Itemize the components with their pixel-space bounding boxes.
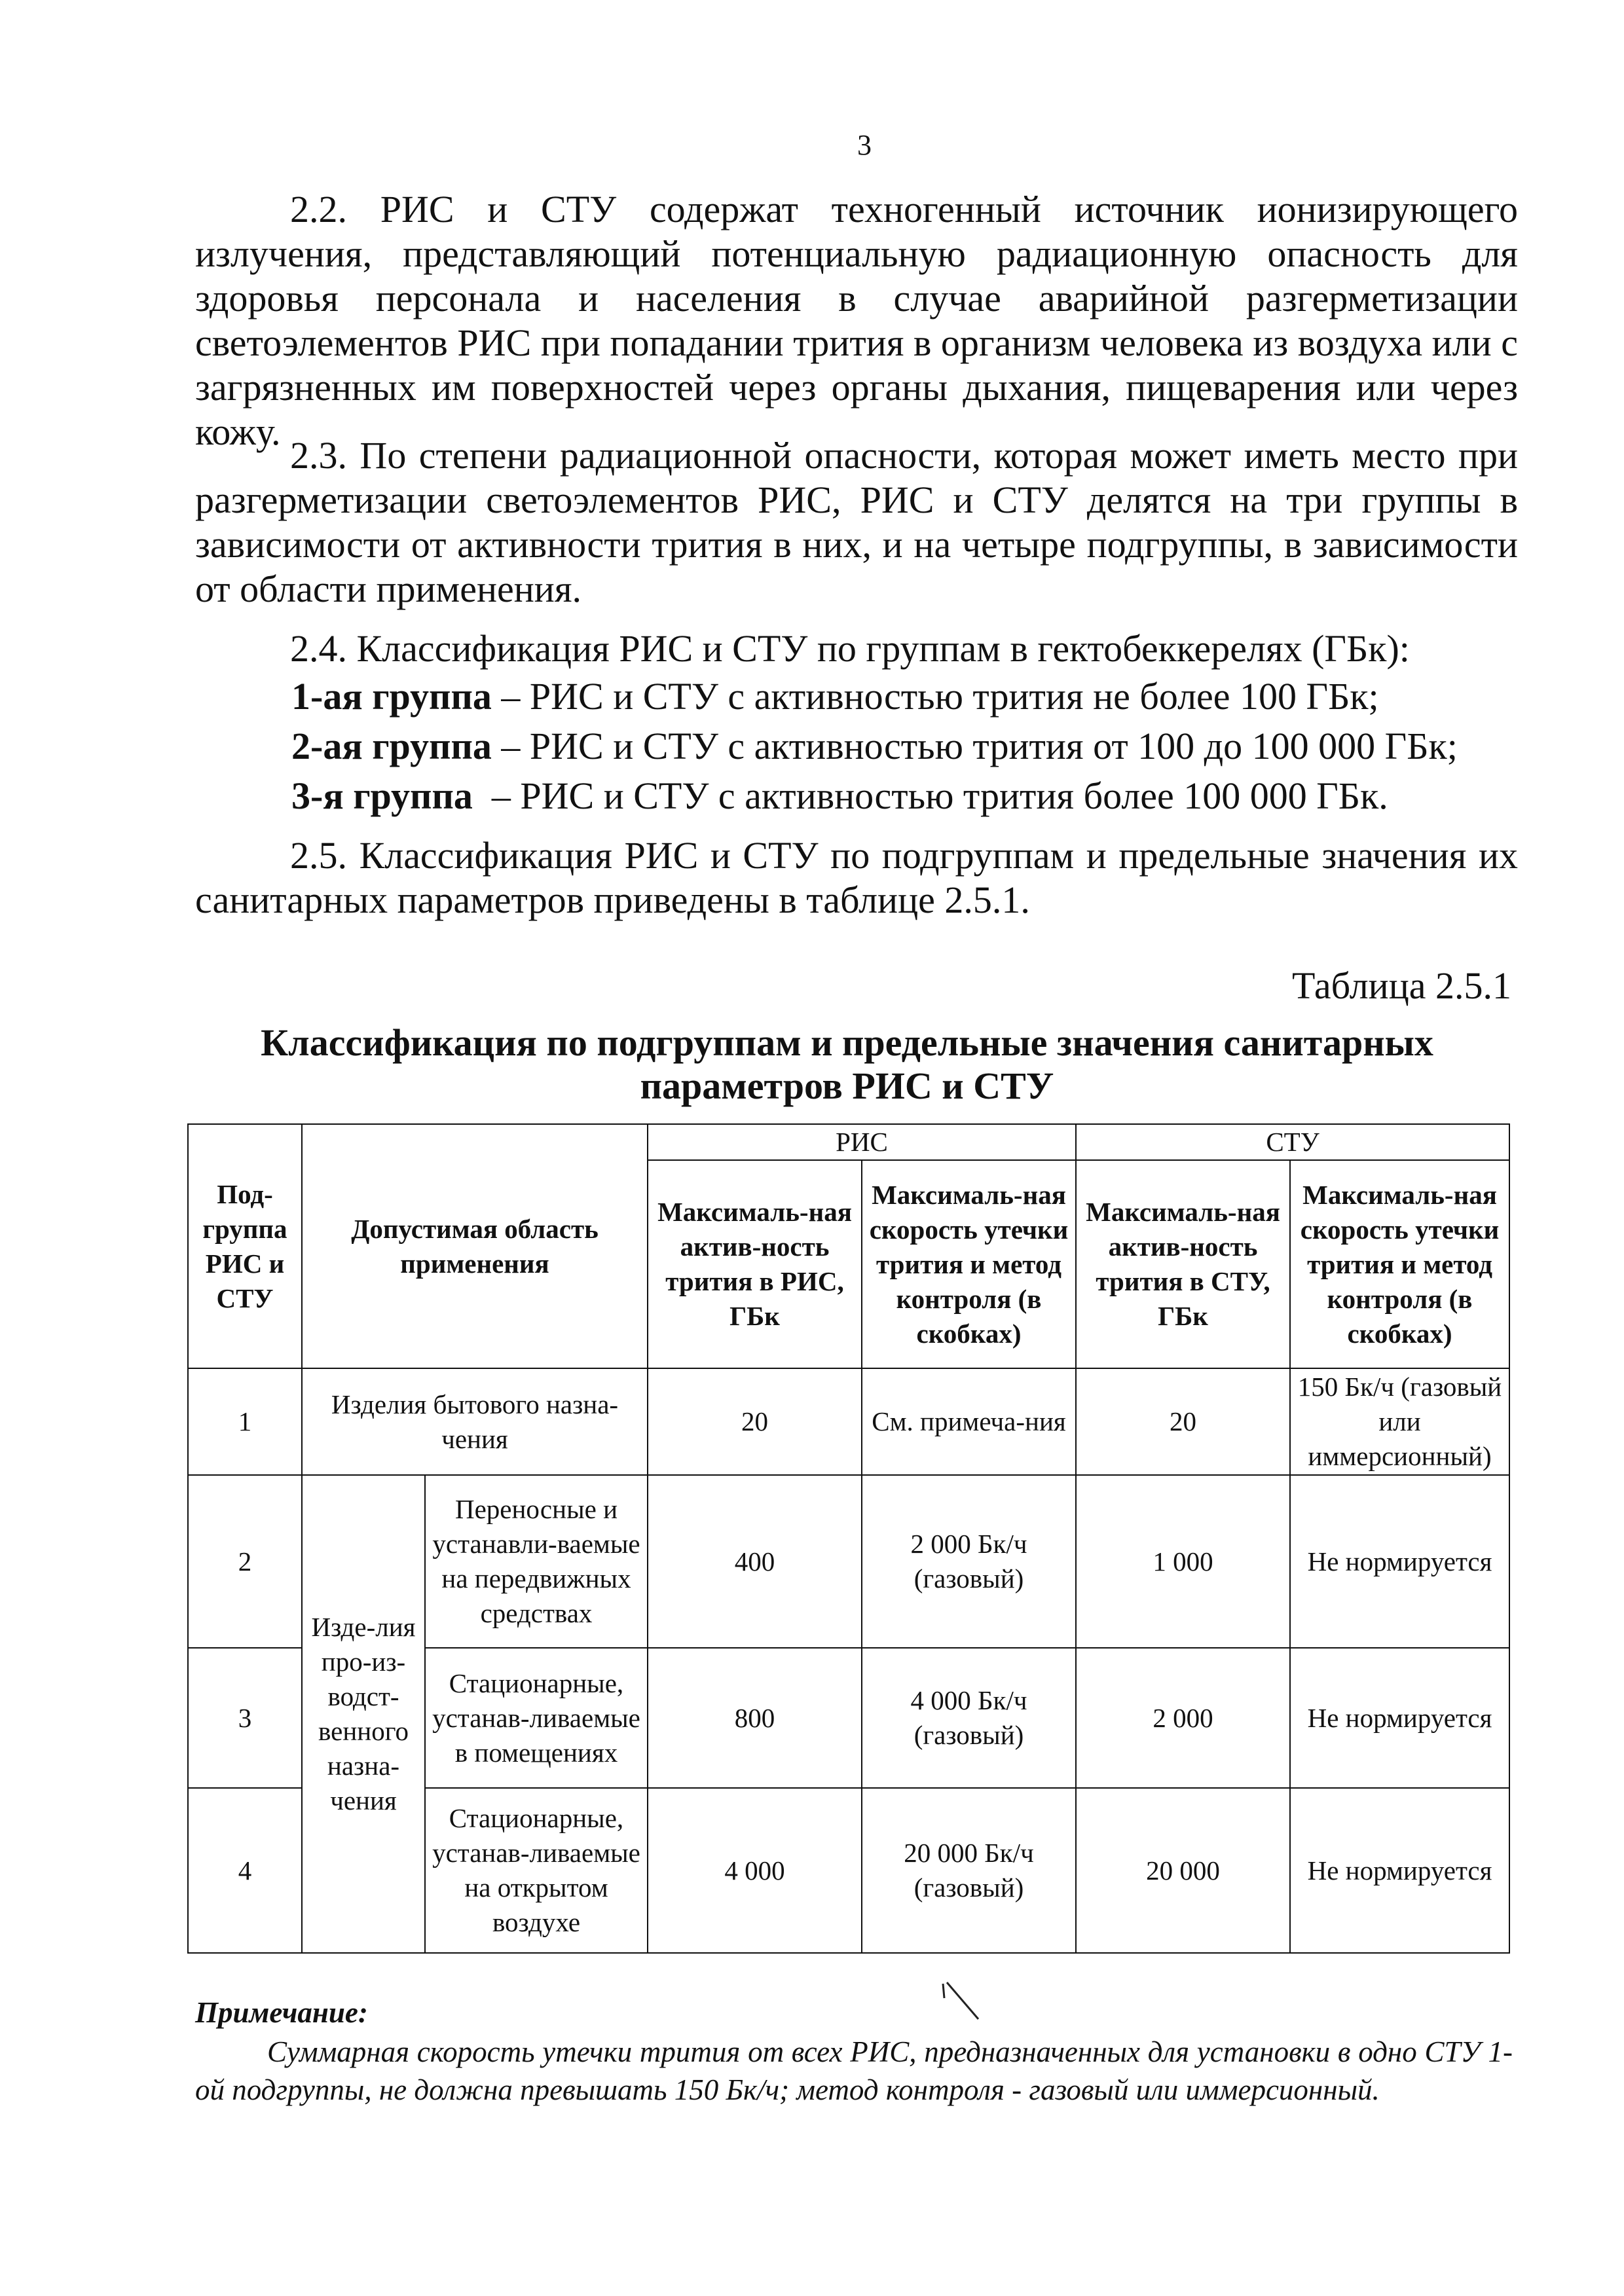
cell-ris-leak: См. примеча-ния [862,1368,1076,1475]
cell-stu-leak: 150 Бк/ч (газовый или иммерсионный) [1290,1368,1509,1475]
cell-stu-leak: Не нормируется [1290,1475,1509,1648]
cell-subgroup: 2 [188,1475,302,1648]
table-header-row [188,1124,1509,1160]
cell-ris-activity: 4 000 [648,1788,862,1953]
pen-mark-icon [938,1978,984,2024]
group-label: 3-я группа [291,774,473,817]
cell-area: Переносные и устанавли-ваемые на передвижных средствах [425,1475,648,1648]
cell-subgroup: 1 [188,1368,302,1475]
cell-stu-activity: 2 000 [1076,1648,1290,1788]
table-title: Классификация по подгруппам и предельные значения санитарных параметров РИС и СТУ [261,1021,1433,1107]
group-text: – РИС и СТУ с активностью трития более 100 000 ГБк. [472,774,1388,817]
cell-industrial-label: Изде-лия про-из-водст-венного назна-чения [302,1475,425,1953]
cell-ris-leak: 4 000 Бк/ч (газовый) [862,1648,1076,1788]
header-ris: РИС [648,1124,1076,1160]
paragraph-2-3: 2.3. По степени радиационной опасности, которая может иметь место при разгерметизации светоэлементов РИС, РИС и СТУ делятся на три группы в зависимости от активности трития в них, и на четыре подгруппы, в зависимости от области применения. [195,434,1518,610]
cell-stu-activity: 20 [1076,1368,1290,1475]
cell-ris-activity: 400 [648,1475,862,1648]
paragraph-2-5: 2.5. Классификация РИС и СТУ по подгруппам и предельные значения их санитарных параметров приведены в таблице 2.5.1. [195,834,1518,921]
header-stu-leak: Максималь-ная скорость утечки трития и метод контроля (в скобках) [1290,1160,1509,1368]
header-stu: СТУ [1076,1124,1509,1160]
cell-stu-activity: 1 000 [1076,1475,1290,1648]
note-heading: Примечание: [195,1996,368,2029]
group-text: – РИС и СТУ с активностью трития от 100 до 100 000 ГБк; [491,725,1458,767]
cell-subgroup: 3 [188,1648,302,1788]
paragraph-2-2: 2.2. РИС и СТУ содержат техногенный источник ионизирующего излучения, представляющий потенциальную радиационную опасность для здоровья персонала и населения в случае аварийной разгерметизации светоэлементов РИС при попадании трития в организм человека из воздуха или с загрязненных им поверхностей через органы дыхания, пищеварения или через кожу. [195,188,1518,453]
cell-stu-leak: Не нормируется [1290,1788,1509,1953]
group-label: 1-ая группа [291,675,492,718]
cell-subgroup: 4 [188,1788,302,1953]
table-row [188,1368,1509,1475]
header-area: Допустимая область применения [302,1124,648,1368]
page-number: 3 [857,129,872,161]
paragraph-2-4: 2.4. Классификация РИС и СТУ по группам в гектобеккерелях (ГБк): [290,627,1410,670]
cell-stu-leak: Не нормируется [1290,1648,1509,1788]
cell-ris-activity: 20 [648,1368,862,1475]
cell-area: Стационарные, устанав-ливаемые в помещениях [425,1648,648,1788]
group-1-line [291,674,1379,719]
table-label: Таблица 2.5.1 [1291,964,1511,1007]
header-ris-leak: Максималь-ная скорость утечки трития и метод контроля (в скобках) [862,1160,1076,1368]
header-stu-activity: Максималь-ная актив-ность трития в СТУ, ГБк [1076,1160,1290,1368]
cell-ris-activity: 800 [648,1648,862,1788]
group-3-line [291,774,1388,818]
header-ris-activity: Максималь-ная актив-ность трития в РИС, ГБк [648,1160,862,1368]
cell-area: Изделия бытового назна-чения [302,1368,648,1475]
classification-table [187,1123,1510,1954]
table-row [188,1475,1509,1648]
note-text: Суммарная скорость утечки трития от всех РИС, предназначенных для установки в одно СТУ 1-ой подгруппы, не должна превышать 150 Бк/ч; метод контроля - газовый или иммерсионный. [195,2035,1513,2106]
cell-ris-leak: 2 000 Бк/ч (газовый) [862,1475,1076,1648]
group-text: – РИС и СТУ с активностью трития не более 100 ГБк; [491,675,1379,718]
cell-stu-activity: 20 000 [1076,1788,1290,1953]
cell-area: Стационарные, устанав-ливаемые на открытом воздухе [425,1788,648,1953]
group-label: 2-ая группа [291,725,492,767]
header-subgroup: Под-группа РИС и СТУ [188,1124,302,1368]
group-2-line [291,724,1458,769]
cell-ris-leak: 20 000 Бк/ч (газовый) [862,1788,1076,1953]
